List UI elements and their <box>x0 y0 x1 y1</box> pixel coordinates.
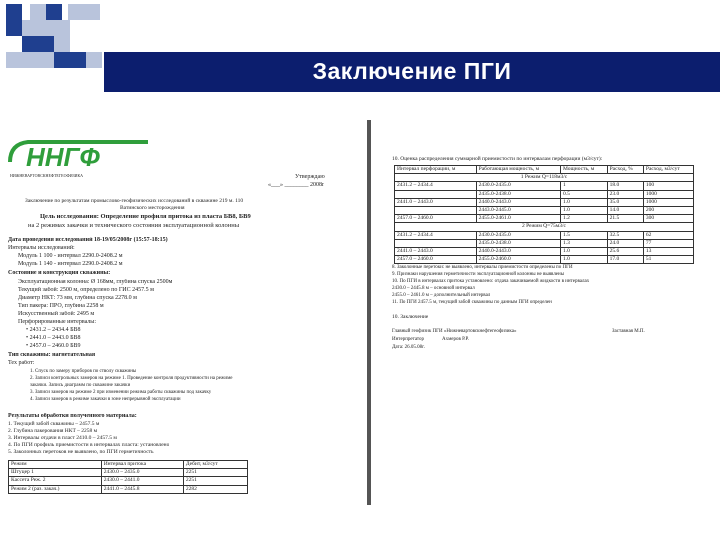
table-cell <box>395 239 477 247</box>
table-header-row <box>9 461 248 469</box>
table-cell: 2282 <box>183 485 247 493</box>
table-row <box>9 477 248 485</box>
table-cell: 2431.2 – 2434.4 <box>395 231 477 239</box>
table-cell: 0.5 <box>561 190 608 198</box>
results-heading: Результаты обработки полученного материала: <box>8 413 137 419</box>
work-line: 2. Записи контрольных замеров на режиме 1. Проведение контроля продуктивности на режиме <box>30 376 233 381</box>
table-cell: 1.0 <box>561 198 608 206</box>
table-cell: 2455.0-2460.0 <box>476 256 560 264</box>
result-line: 1. Текущий забой скважины – 2457.5 м <box>8 421 100 427</box>
purpose-line: Цель исследования: Определение профиля притока из пласта БВ8, БВ9 <box>40 213 251 220</box>
table-cell: 2457.0 – 2460.0 <box>395 215 477 223</box>
table-group-row <box>395 174 694 182</box>
table-group-row <box>395 223 694 231</box>
table-cell: 1 <box>561 182 608 190</box>
table-header-cell: Режим <box>9 461 102 469</box>
note-line: 10. По ПГИ в интервалах притока установлено: отдача закачиваемой жидкости в интервалах <box>392 279 590 284</box>
table-cell: 2441.0 – 2445.8 <box>101 485 183 493</box>
logo-subtext: НИЖНЕВАРТОВСКНЕФТЕГЕОФИЗИКА <box>10 173 84 178</box>
table-cell: 1.0 <box>561 256 608 264</box>
table-header-row <box>395 166 694 174</box>
table-row <box>9 485 248 493</box>
well-state-line: Эксплуатационная колонна: Ø 168мм, глубина спуска 2500м <box>18 279 173 285</box>
table-cell: 62 <box>643 231 693 239</box>
table-cell: 2457.0 – 2460.0 <box>395 256 477 264</box>
table-cell: 35.0 <box>607 198 643 206</box>
well-state-line: Диаметр НКТ: 73 мм, глубина спуска 2278.0 м <box>18 295 137 301</box>
work-line: 4. Записи замеров в режиме закачки в зоне непрерывной эксплуатации <box>30 397 181 402</box>
table-row <box>395 215 694 223</box>
table-cell: 2251 <box>183 469 247 477</box>
table-cell: 1.2 <box>561 215 608 223</box>
well-state-line: Перфорированные интервалы: <box>18 319 96 325</box>
title-bar <box>104 52 720 92</box>
company-logo <box>8 134 158 174</box>
signature-line: Главный геофизик ПГИ «Нижневартовскнефтегеофизика» <box>392 329 517 334</box>
distribution-table <box>394 165 694 264</box>
note-line: 2455.0 – 2461.0 м – дополнительный интервал <box>392 293 491 298</box>
work-line: 1. Спуск по замеру приборов по стволу скважины <box>30 369 137 374</box>
intervals-heading: Интервалы исследований: <box>8 245 75 251</box>
table-cell: 2440.0-2443.0 <box>476 248 560 256</box>
table-cell: 25.6 <box>607 248 643 256</box>
work-heading: Тех работ: <box>8 360 35 366</box>
table-row <box>395 239 694 247</box>
table-row <box>395 190 694 198</box>
table-cell: 200 <box>643 207 693 215</box>
table-cell: 23.0 <box>607 190 643 198</box>
table-cell: 77 <box>643 239 693 247</box>
right-document <box>380 150 710 380</box>
table-cell: 2435.0-2438.0 <box>476 239 560 247</box>
well-state-line: • 2431.2 – 2434.4 БВ8 <box>26 327 81 333</box>
table-cell: 300 <box>643 215 693 223</box>
method-heading: Тип скважины: нагнетательная <box>8 352 96 358</box>
approve-label: Утверждаю <box>295 174 325 180</box>
group-label: 2 Режим Q=75м3/с <box>395 223 694 231</box>
table-cell: 2431.2 – 2434.4 <box>395 182 477 190</box>
table-cell: 2251 <box>183 477 247 485</box>
table-cell: 2435.0-2438.0 <box>476 190 560 198</box>
work-line: 3. Записи замеров на режиме 2 при изменении режима работы скважины под закачку <box>30 390 212 395</box>
logo-icon <box>8 134 158 174</box>
note-line: 9. Признаки нарушения герметичности эксплуатационной колонны не выявлены <box>392 272 565 277</box>
table-cell: 24.0 <box>607 239 643 247</box>
table-header-cell: Интервал притока <box>101 461 183 469</box>
table-header-cell: Дебит, м3/сут <box>183 461 247 469</box>
table-header-cell: Расход, м3/сут <box>643 166 693 174</box>
page-divider <box>367 120 371 505</box>
result-line: 4. По ПГИ профиль приемистости в интервалах пласта: установлено <box>8 442 170 448</box>
table-row <box>395 256 694 264</box>
well-state-line: • 2441.0 – 2443.0 БВ8 <box>26 335 81 341</box>
well-state-line: Тип пакера: ПРО, глубина 2258 м <box>18 303 104 309</box>
well-state-line: • 2457.0 – 2460.0 БВ9 <box>26 343 81 349</box>
table-cell: Штуцер 1 <box>9 469 102 477</box>
signature-line: Интерпретатор <box>392 337 425 342</box>
table-header-cell: Интервал перфорации, м <box>395 166 477 174</box>
table-cell: 1.0 <box>561 207 608 215</box>
signature-name: Заставная М.П. <box>612 329 645 334</box>
table-cell <box>395 190 477 198</box>
well-state-line: Искусственный забой: 2495 м <box>18 311 95 317</box>
date-line: Дата проведения исследований 18-19/05/2008г (15:57-18:15) <box>8 237 168 243</box>
table-cell: 2441.0 – 2443.0 <box>395 248 477 256</box>
table-cell: 32.5 <box>607 231 643 239</box>
note-line: 8. Заколонные перетоки: не выявлено, интервалы приемистости определены по ПГИ <box>392 265 573 270</box>
heading-2: Ватинского месторождения <box>120 205 185 211</box>
well-state-heading: Состояние и конструкция скважины: <box>8 270 111 276</box>
table-row <box>395 207 694 215</box>
table-cell: 2430.0 – 2441.0 <box>101 477 183 485</box>
signature-date: Дата: 26.05.08г. <box>392 345 425 350</box>
table-header-cell: Работающая мощность, м <box>476 166 560 174</box>
table-row <box>395 182 694 190</box>
table-cell: 17.0 <box>607 256 643 264</box>
table-cell: 2443.0-2445.0 <box>476 207 560 215</box>
table-cell: Режим 2 (раз. закач.) <box>9 485 102 493</box>
slide-title: Заключение ПГИ <box>312 58 512 84</box>
table-cell: 1000 <box>643 198 693 206</box>
table-cell: Кассета Реж. 2 <box>9 477 102 485</box>
table-cell <box>395 207 477 215</box>
note-line: 11. По ПГИ 2457.5 м, текущий забой скважины по данным ПГИ определен <box>392 300 552 305</box>
heading-1: Заключение по результатам промыслово-геофизических исследований в скважине 219 м. 110 <box>25 198 244 204</box>
well-state-line: Текущий забой: 2500 м, определено по ГИС 2457.5 м <box>18 287 154 293</box>
table-cell: 18.0 <box>607 182 643 190</box>
table-cell: 1000 <box>643 190 693 198</box>
table-cell: 2440.0-2443.0 <box>476 198 560 206</box>
table-cell: 51 <box>643 256 693 264</box>
table-cell: 1.5 <box>561 231 608 239</box>
table-cell: 2430.0-2435.0 <box>476 231 560 239</box>
result-line: 2. Глубина пакерования НКТ – 2258 м <box>8 428 98 434</box>
table-row <box>9 469 248 477</box>
approve-date: «___» ________ 2008г <box>268 182 325 188</box>
table-cell: 2455.0-2461.0 <box>476 215 560 223</box>
logo-text: ННГФ <box>26 142 100 172</box>
table-cell: 2430.0-2435.0 <box>476 182 560 190</box>
table-row <box>395 198 694 206</box>
left-document <box>0 120 368 505</box>
table-cell: 13 <box>643 248 693 256</box>
note-line: 2430.0 – 2445.8 м – основной интервал <box>392 286 475 291</box>
result-line: 5. Заколонных перетоков не выявлено, по ПГИ герметичность <box>8 449 154 455</box>
signature-name: Ахмеров Р.Р. <box>442 337 469 342</box>
section-heading: 10. Заключение <box>392 314 429 320</box>
table-cell: 21.5 <box>607 215 643 223</box>
result-line: 3. Интервалы отдачи в пласт 2410.0 – 2457.5 м <box>8 435 117 441</box>
table-cell: 1.0 <box>561 248 608 256</box>
table-cell: 1.3 <box>561 239 608 247</box>
interval-line: Модуль 1 140 - интервал 2290.0-2408.2 м <box>18 261 123 267</box>
table-row <box>395 231 694 239</box>
group-label: 1 Режим Q=118м3/с <box>395 174 694 182</box>
purpose-line-2: на 2 режимах закачки и технического состояния эксплуатационной колонны <box>28 222 240 229</box>
table-cell: 2441.0 – 2443.0 <box>395 198 477 206</box>
interval-line: Модуль 1 100 - интервал 2290.0-2408.2 м <box>18 253 123 259</box>
table-cell: 100 <box>643 182 693 190</box>
table-row <box>395 248 694 256</box>
table-header-cell: Мощность, м <box>561 166 608 174</box>
work-line: закачки. Запись диаграмм по скважине закачки <box>30 383 131 388</box>
table-cell: 14.0 <box>607 207 643 215</box>
table-cell: 2430.0 – 2435.0 <box>101 469 183 477</box>
results-table <box>8 460 248 494</box>
right-heading: 10. Оценка распределения суммарной приемистости по интервалам перфорации (м3/сут): <box>392 156 603 162</box>
table-header-cell: Расход, % <box>607 166 643 174</box>
